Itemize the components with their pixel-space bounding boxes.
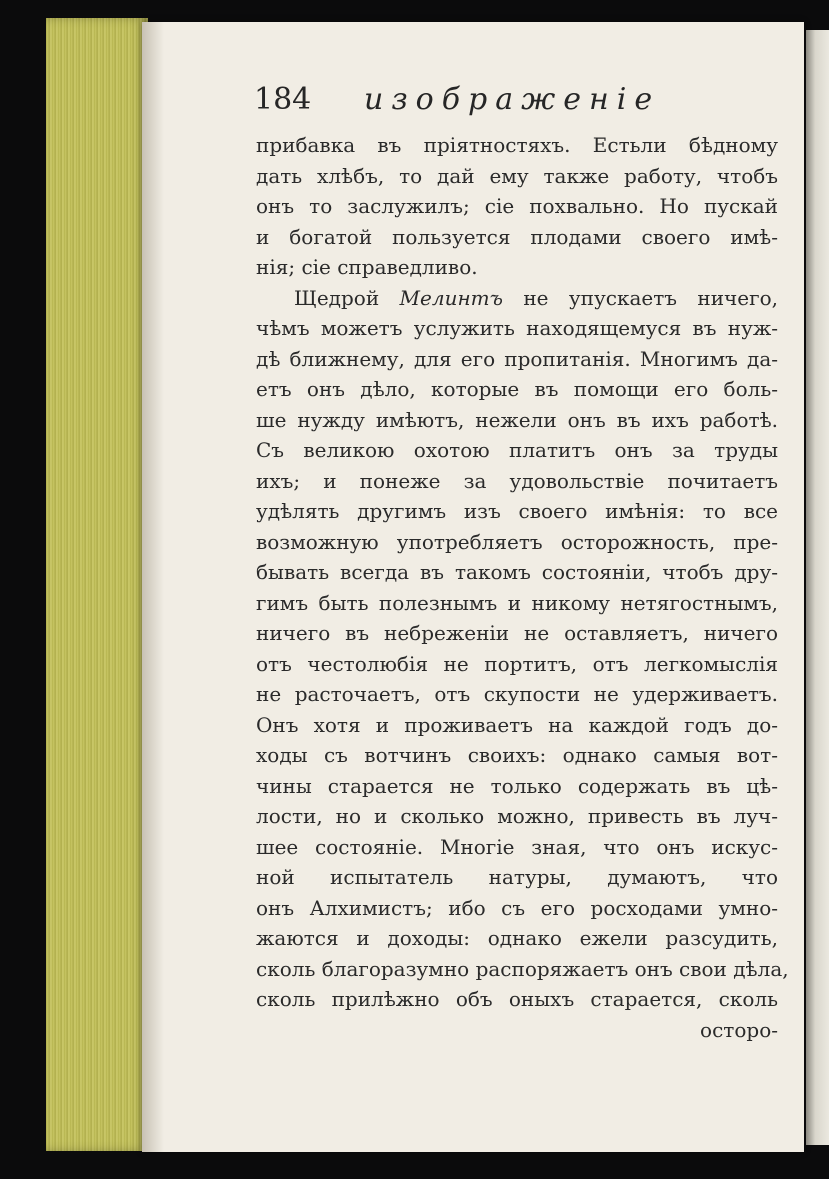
next-page-edge (806, 30, 829, 1145)
text-line: онъ Алхимистъ; ибо съ его росходами умно- (256, 895, 778, 920)
text-line: Онъ хотя и проживаетъ на каждой годъ до- (256, 712, 778, 737)
text-line: гимъ быть полезнымъ и никому нетягостнымъ, (256, 590, 778, 615)
text-line: нія; сіе справедливо. (256, 255, 478, 279)
text-line: осторо- (700, 1017, 778, 1042)
book-page-edges (46, 18, 148, 1151)
text-line: ихъ; и понеже за удовольствіе почитаетъ (256, 468, 778, 493)
body-text (256, 130, 789, 1045)
text-fragment: не упускаетъ ничего, (502, 285, 778, 310)
text-line: сколь благоразумно распоряжаетъ онъ свои дѣла, (256, 956, 789, 981)
text-line: бывать всегда въ такомъ состояніи, чтобъ дру- (256, 560, 778, 584)
text-line: ходы съ вотчинъ своихъ: однако самыя вот- (256, 743, 778, 767)
text-line: не расточаетъ, отъ скупости не удерживаетъ. (256, 682, 778, 706)
text-line: отъ честолюбія не портитъ, отъ легкомыслія (256, 651, 778, 676)
text-line: шее состояніе. Многіе зная, что онъ искус- (256, 834, 778, 859)
running-head: изображеніе (364, 82, 661, 117)
text-line: и богатой пользуется плодами своего имѣ- (256, 224, 778, 249)
text-line: чѣмъ можетъ услужить находящемуся въ нуж- (256, 316, 778, 340)
page-number: 184 (254, 82, 312, 117)
page-header (254, 82, 674, 122)
text-line: ничего въ небреженіи не оставляетъ, ничего (256, 621, 778, 645)
text-line: лости, но и сколько можно, привесть въ луч- (256, 804, 778, 828)
name-italic: Мелинтъ (399, 285, 503, 310)
text-line: чины старается не только содержать въ цѣ- (256, 773, 778, 798)
text-line: Съ великою охотою платитъ онъ за труды (256, 438, 778, 462)
text-line: дѣ ближнему, для его пропитанія. Многимъ да- (256, 346, 778, 371)
text-line: ше нужду имѣютъ, нежели онъ въ ихъ работѣ. (256, 407, 778, 432)
text-line: етъ онъ дѣло, которые въ помощи его боль- (256, 377, 778, 401)
text-line: удѣлять другимъ изъ своего имѣнія: то все (256, 499, 778, 523)
text-line: дать хлѣбъ, то дай ему также работу, чтобъ (256, 163, 778, 188)
text-fragment: Щедрой (294, 285, 400, 310)
text-line: ной испытатель натуры, думаютъ, что (256, 865, 778, 889)
text-line (256, 283, 778, 314)
text-line: жаются и доходы: однако ежели разсудить, (256, 926, 778, 950)
text-line: сколь прилѣжно объ оныхъ старается, сколь (256, 987, 778, 1011)
text-line: онъ то заслужилъ; сіе похвально. Но пускай (256, 194, 778, 218)
text-line: возможную употребляетъ осторожность, пре- (256, 529, 778, 554)
text-line: прибавка въ пріятностяхъ. Естьли бѣдному (256, 133, 778, 157)
